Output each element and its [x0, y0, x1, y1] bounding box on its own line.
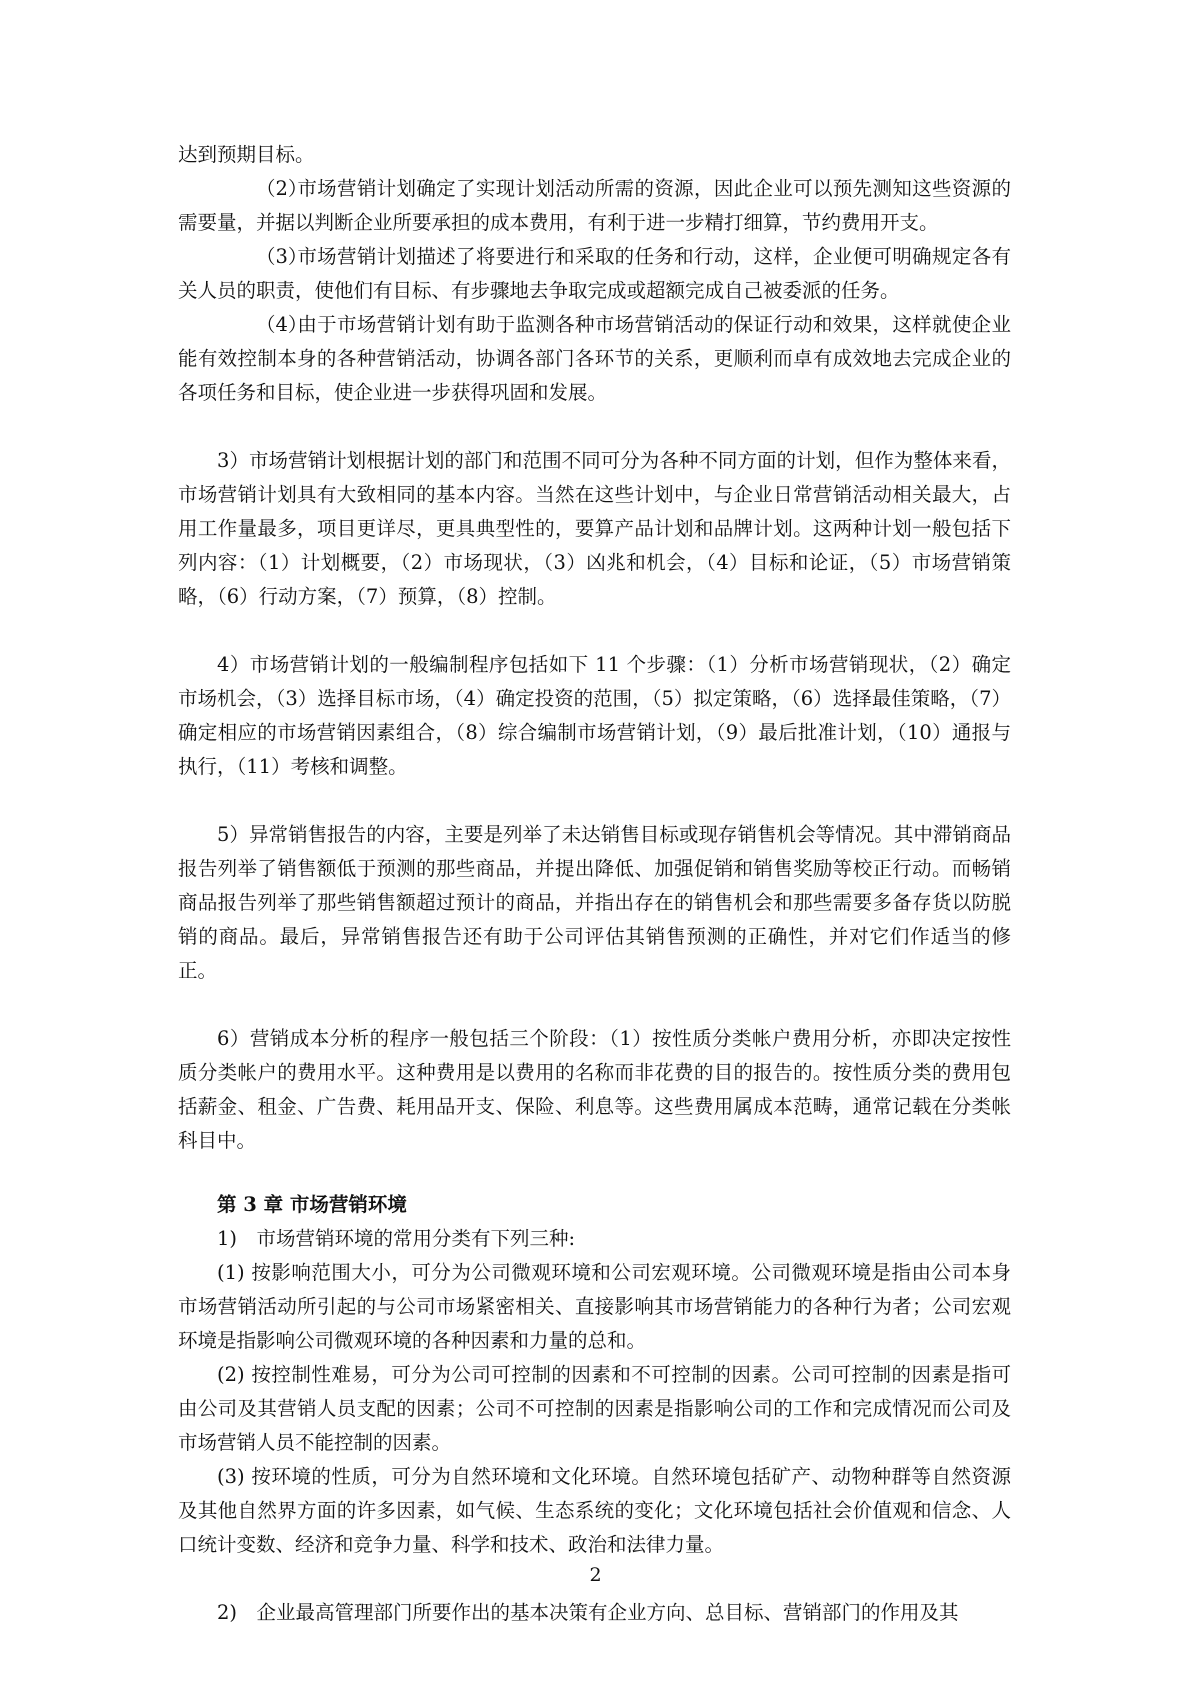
paragraph-3: 3）市场营销计划根据计划的部门和范围不同可分为各种不同方面的计划，但作为整体来看，市场营销计划具有大致相同的基本内容。当然在这些计划中，与企业日常营销活动相关最大，占用工作量最多，项目更详尽，更具典型性的，要算产品计划和品牌计划。这两种计划一般包括下列内容：（1）计划概要，（2）市场现状，（3）凶兆和机会，（4）目标和论证，（5）市场营销策略，（6）行动方案，（7）预算，（8）控制。 — [178, 449, 1011, 608]
paragraph-5: 5）异常销售报告的内容，主要是列举了未达销售目标或现存销售机会等情况。其中滞销商品报告列举了销售额低于预测的那些商品，并提出降低、加强促销和销售奖励等校正行动。而畅销商品报告列举了那些销售额超过预计的商品，并指出存在的销售机会和那些需要多备存货以防脱销的商品。最后，异常销售报告还有助于公司评估其销售预测的正确性，并对它们作适当的修正。 — [178, 823, 1011, 982]
page-number: 2 — [589, 1564, 602, 1586]
spacer — [178, 410, 1011, 444]
section-1-item-1: (1) 按影响范围大小，可分为公司微观环境和公司宏观环境。公司微观环境是指由公司本身市场营销活动所引起的与公司市场紧密相关、直接影响其市场营销能力的各种行为者；公司宏观环境是指影响公司微观环境的各种因素和力量的总和。 — [178, 1261, 1011, 1352]
list-text: 市场营销计划确定了实现计划活动所需的资源，因此企业可以预先测知这些资源的需要量，并据以判断企业所要承担的成本费用，有利于进一步精打细算，节约费用开支。 — [178, 177, 1011, 234]
list-item-4 — [178, 308, 1011, 410]
page-body — [178, 138, 1011, 1630]
list-number: （4） — [256, 313, 308, 336]
paragraph-4: 4）市场营销计划的一般编制程序包括如下 11 个步骤：（1）分析市场营销现状，（2）确定市场机会，（3）选择目标市场，（4）确定投资的范围，（5）拟定策略，（6）选择最佳策略，（7）确定相应的市场营销因素组合，（8）综合编制市场营销计划，（9）最后批准计划，（10）通报与执行，（11）考核和调整。 — [178, 653, 1011, 778]
spacer — [178, 1158, 1011, 1188]
spacer — [178, 784, 1011, 818]
list-number: （2） — [256, 177, 308, 200]
list-text: 由于市场营销计划有助于监测各种市场营销活动的保证行动和效果，这样就使企业能有效控制本身的各种营销活动，协调各部门各环节的关系，更顺利而卓有成效地去完成企业的各项任务和目标，使企业进一步获得巩固和发展。 — [178, 313, 1011, 404]
section-1-item-3: (3) 按环境的性质，可分为自然环境和文化环境。自然环境包括矿产、动物种群等自然资源及其他自然界方面的许多因素，如气候、生态系统的变化；文化环境包括社会价值观和信念、人口统计变数、经济和竞争力量、科学和技术、政治和法律力量。 — [178, 1465, 1011, 1556]
list-text: 市场营销计划描述了将要进行和采取的任务和行动，这样，企业便可明确规定各有关人员的职责，使他们有目标、有步骤地去争取完成或超额完成自己被委派的任务。 — [178, 245, 1011, 302]
section-2-title: 2) 企业最高管理部门所要作出的基本决策有企业方向、总目标、营销部门的作用及其 — [217, 1601, 959, 1624]
list-item-3 — [178, 240, 1011, 308]
chapter-heading: 第 3 章 市场营销环境 — [217, 1193, 407, 1216]
spacer — [178, 614, 1011, 648]
paragraph-continuation: 达到预期目标。 — [178, 143, 315, 166]
list-number: （3） — [256, 245, 308, 268]
paragraph-6: 6）营销成本分析的程序一般包括三个阶段：（1）按性质分类帐户费用分析，亦即决定按性质分类帐户的费用水平。这种费用是以费用的名称而非花费的目的报告的。按性质分类的费用包括薪金、租金、广告费、耗用品开支、保险、利息等。这些费用属成本范畴，通常记载在分类帐科目中。 — [178, 1027, 1011, 1152]
section-1-item-2: (2) 按控制性难易，可分为公司可控制的因素和不可控制的因素。公司可控制的因素是指可由公司及其营销人员支配的因素；公司不可控制的因素是指影响公司的工作和完成情况而公司及市场营销人员不能控制的因素。 — [178, 1363, 1011, 1454]
spacer — [178, 988, 1011, 1022]
section-1-title: 1) 市场营销环境的常用分类有下列三种: — [217, 1227, 576, 1250]
list-item-2 — [178, 172, 1011, 240]
